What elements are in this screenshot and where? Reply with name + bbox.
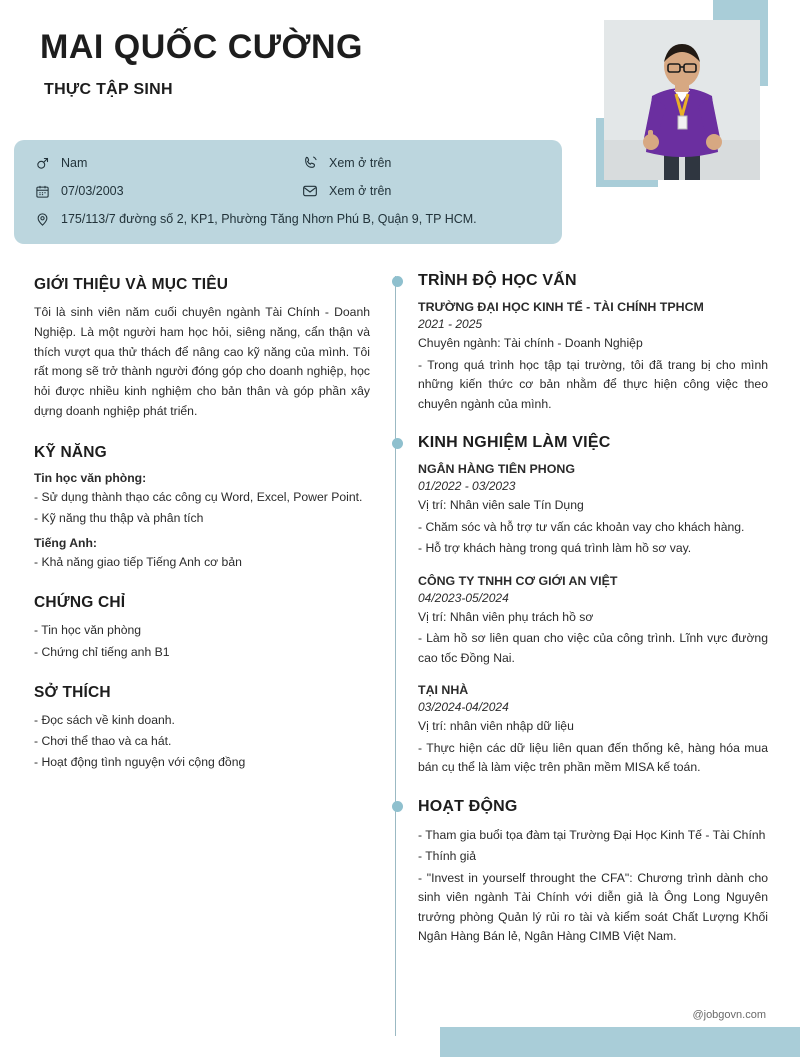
email-field — [300, 182, 391, 200]
hobby-item: - Đọc sách về kinh doanh. — [34, 712, 175, 727]
experience-dates: 04/2023-05/2024 — [418, 590, 509, 605]
bullet-icon — [392, 276, 403, 287]
experience-detail: - Làm hồ sơ liên quan cho việc của công trình. Lĩnh vực đường cao tốc Đồng Nai. — [418, 631, 768, 665]
skills-office-item: - Kỹ năng thu thập và phân tích — [34, 510, 204, 525]
skills-group-english-title: Tiếng Anh: — [34, 536, 97, 551]
hobby-item: - Hoạt động tình nguyện với cộng đồng — [34, 755, 246, 770]
page-title: MAI QUỐC CƯỜNG — [40, 28, 363, 66]
education-item — [418, 300, 768, 414]
section-education — [418, 272, 768, 414]
section-header-activities — [418, 798, 768, 816]
section-hobbies — [34, 684, 370, 773]
section-header-experience — [418, 434, 768, 452]
birthday-value: 07/03/2003 — [61, 184, 124, 198]
column-divider — [395, 276, 396, 1036]
experience-item — [418, 574, 768, 669]
education-major: Chuyên ngành: Tài chính - Doanh Nghiệp — [418, 336, 643, 350]
section-title-activities: HOẠT ĐỘNG — [418, 797, 518, 815]
left-column — [34, 276, 370, 795]
info-row — [32, 210, 544, 228]
section-experience — [418, 434, 768, 778]
info-row — [32, 154, 544, 172]
mail-icon — [300, 182, 320, 200]
section-title-hobbies: SỞ THÍCH — [34, 683, 111, 701]
experience-item — [418, 683, 768, 778]
hobby-item: - Chơi thể thao và ca hát. — [34, 734, 172, 749]
experience-position: Vị trí: Nhân viên phụ trách hồ sơ — [418, 609, 594, 624]
education-school: TRƯỜNG ĐẠI HỌC KINH TẾ - TÀI CHÍNH TPHCM — [418, 300, 704, 314]
activity-item: - "Invest in yourself throught the CFA": Chương trình dành cho sinh viên ngành Tài Chính với diễn giả là Ông Long Nguyên trưởng phòng Quản lý rủi ro tài và kiểm soát Chất Lượng Khối Ngân Hàng Bán lẻ, Ngân Hàng CIMB Việt Nam. — [418, 870, 768, 944]
certificate-item: - Chứng chỉ tiếng anh B1 — [34, 644, 170, 659]
skills-office-item: - Sử dụng thành thạo các công cụ Word, Excel, Power Point. — [34, 489, 363, 504]
experience-dates: 03/2024-04/2024 — [418, 700, 509, 715]
section-activities — [418, 798, 768, 947]
contact-info-panel — [14, 140, 562, 244]
experience-company: CÔNG TY TNHH CƠ GIỚI AN VIỆT — [418, 573, 618, 588]
experience-company: TẠI NHÀ — [418, 683, 469, 698]
section-title-education: TRÌNH ĐỘ HỌC VẤN — [418, 272, 577, 289]
section-title-intro: GIỚI THIỆU VÀ MỤC TIÊU — [34, 276, 229, 293]
gender-field — [32, 154, 300, 172]
experience-company: NGÂN HÀNG TIÊN PHONG — [418, 462, 575, 477]
section-skills — [34, 444, 370, 573]
gender-value: Nam — [61, 156, 88, 170]
phone-value: Xem ở trên — [329, 156, 392, 170]
section-title-skills: KỸ NĂNG — [34, 443, 107, 461]
phone-icon — [300, 154, 320, 172]
address-value: 175/113/7 đường số 2, KP1, Phường Tăng Nhơn Phú B, Quận 9, TP HCM. — [61, 212, 477, 226]
birthday-field — [32, 182, 300, 200]
bullet-icon — [392, 438, 403, 449]
experience-position: Vị trí: nhân viên nhập dữ liệu — [418, 719, 574, 734]
experience-detail: - Thực hiện các dữ liệu liên quan đến thống kê, hàng hóa mua bán cụ thể là làm việc trên phần mềm MISA kế toán. — [418, 740, 768, 775]
right-column — [418, 272, 768, 967]
email-value: Xem ở trên — [329, 184, 392, 198]
experience-position: Vị trí: Nhân viên sale Tín Dụng — [418, 498, 584, 513]
gender-icon — [32, 154, 52, 172]
bullet-icon — [392, 801, 403, 812]
skills-group-office-title: Tin học văn phòng: — [34, 470, 147, 485]
watermark: @jobgovn.com — [692, 1009, 766, 1021]
decorative-bottom-bar — [440, 1027, 800, 1057]
address-field — [32, 210, 477, 228]
education-dates: 2021 - 2025 — [418, 317, 483, 331]
section-title-certificates: CHỨNG CHỈ — [34, 594, 126, 612]
avatar — [604, 20, 760, 180]
section-intro — [34, 276, 370, 422]
activity-item: - Tham gia buổi tọa đàm tại Trường Đại Học Kinh Tế - Tài Chính — [418, 827, 766, 842]
experience-detail: - Hỗ trợ khách hàng trong quá trình làm hồ sơ vay. — [418, 541, 692, 556]
section-certificates — [34, 594, 370, 662]
section-header-education — [418, 272, 768, 290]
education-description: - Trong quá trình học tập tại trường, tôi đã trang bị cho mình những kiến thức cơ bản nhằm để thực hiện công việc theo chuyên ngành của mình. — [418, 357, 768, 411]
phone-field — [300, 154, 391, 172]
info-row — [32, 182, 544, 200]
experience-detail: - Chăm sóc và hỗ trợ tư vấn các khoản vay cho khách hàng. — [418, 519, 745, 534]
intro-text: Tôi là sinh viên năm cuối chuyên ngành Tài Chính - Doanh Nghiệp. Là một người ham học hỏi, siêng năng, cẩn thận và thích vượt qua thử thách để nâng cao kỹ năng của mình. Tôi rất mong sẽ trở thành người đóng góp cho doanh nghiệp, học hỏi được nhiều kinh nghiệm cho bản thân và góp phần xây dựng doanh nghiệp phát triển. — [34, 305, 370, 418]
section-title-experience: KINH NGHIỆM LÀM VIỆC — [418, 434, 611, 452]
skills-english-item: - Khả năng giao tiếp Tiếng Anh cơ bản — [34, 555, 242, 570]
certificate-item: - Tin học văn phòng — [34, 623, 142, 638]
experience-dates: 01/2022 - 03/2023 — [418, 479, 516, 494]
activity-item: - Thính giả — [418, 849, 477, 864]
calendar-icon — [32, 182, 52, 200]
header — [40, 28, 580, 99]
job-title: THỰC TẬP SINH — [44, 81, 173, 98]
location-pin-icon — [32, 210, 52, 228]
experience-item — [418, 462, 768, 559]
